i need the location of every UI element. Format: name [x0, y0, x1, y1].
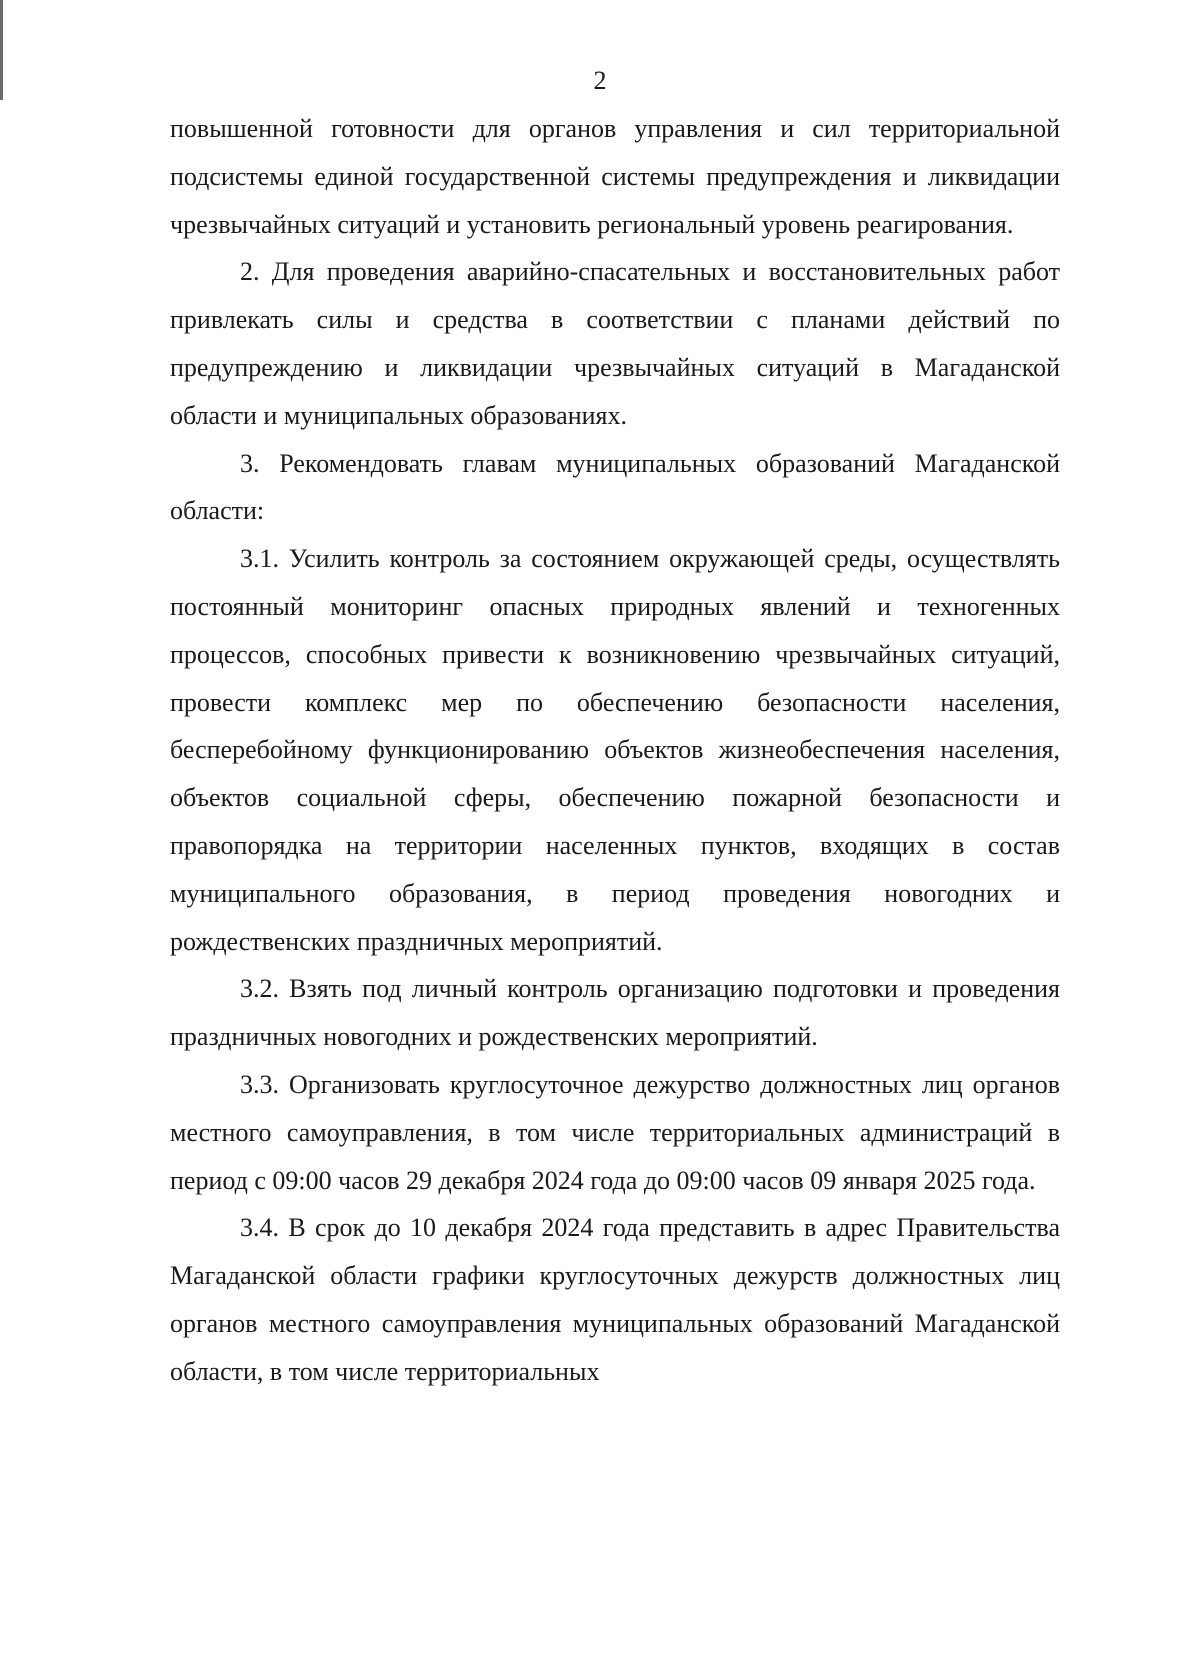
- paragraph-item-3-3: 3.3. Организовать круглосуточное дежурство должностных лиц органов местного самоуправления, в том числе территориальных администраций в период с 09:00 часов 29 декабря 2024 года до 09:00 часов 09 января 2025 года.: [170, 1069, 1060, 1195]
- paragraph-item-2: 2. Для проведения аварийно-спасательных и восстановительных работ привлекать силы и средства в соответствии с планами действий по предупреждению и ликвидации чрезвычайных ситуаций в Магаданской области и муниципальных образованиях.: [170, 257, 1060, 430]
- paragraph-item-3: 3. Рекомендовать главам муниципальных образований Магаданской области:: [170, 448, 1060, 526]
- paragraph-item-3-1: 3.1. Усилить контроль за состоянием окружающей среды, осуществлять постоянный мониторинг опасных природных явлений и техногенных процессов, способных привести к возникновению чрезвычайных ситуаций, провести комплекс мер по обеспечению безопасности населения, бесперебойному функционированию объектов жизнеобеспечения населения, объектов социальной сферы, обеспечению пожарной безопасности и правопорядка на территории населенных пунктов, входящих в состав муниципального образования, в период проведения новогодних и рождественских праздничных мероприятий.: [170, 544, 1060, 956]
- page-number: 2: [593, 66, 607, 95]
- paragraph-continuation: повышенной готовности для органов управления и сил территориальной подсистемы единой государственной системы предупреждения и ликвидации чрезвычайных ситуаций и установить региональный уровень реагирования.: [170, 114, 1060, 239]
- paragraph-item-3-2: 3.2. Взять под личный контроль организацию подготовки и проведения праздничных новогодних и рождественских мероприятий.: [170, 974, 1060, 1052]
- document-body: [170, 105, 1060, 1396]
- paragraph-item-3-4: 3.4. В срок до 10 декабря 2024 года представить в адрес Правительства Магаданской области графики круглосуточных дежурств должностных лиц органов местного самоуправления муниципальных образований Магаданской области, в том числе территориальных: [170, 1213, 1060, 1386]
